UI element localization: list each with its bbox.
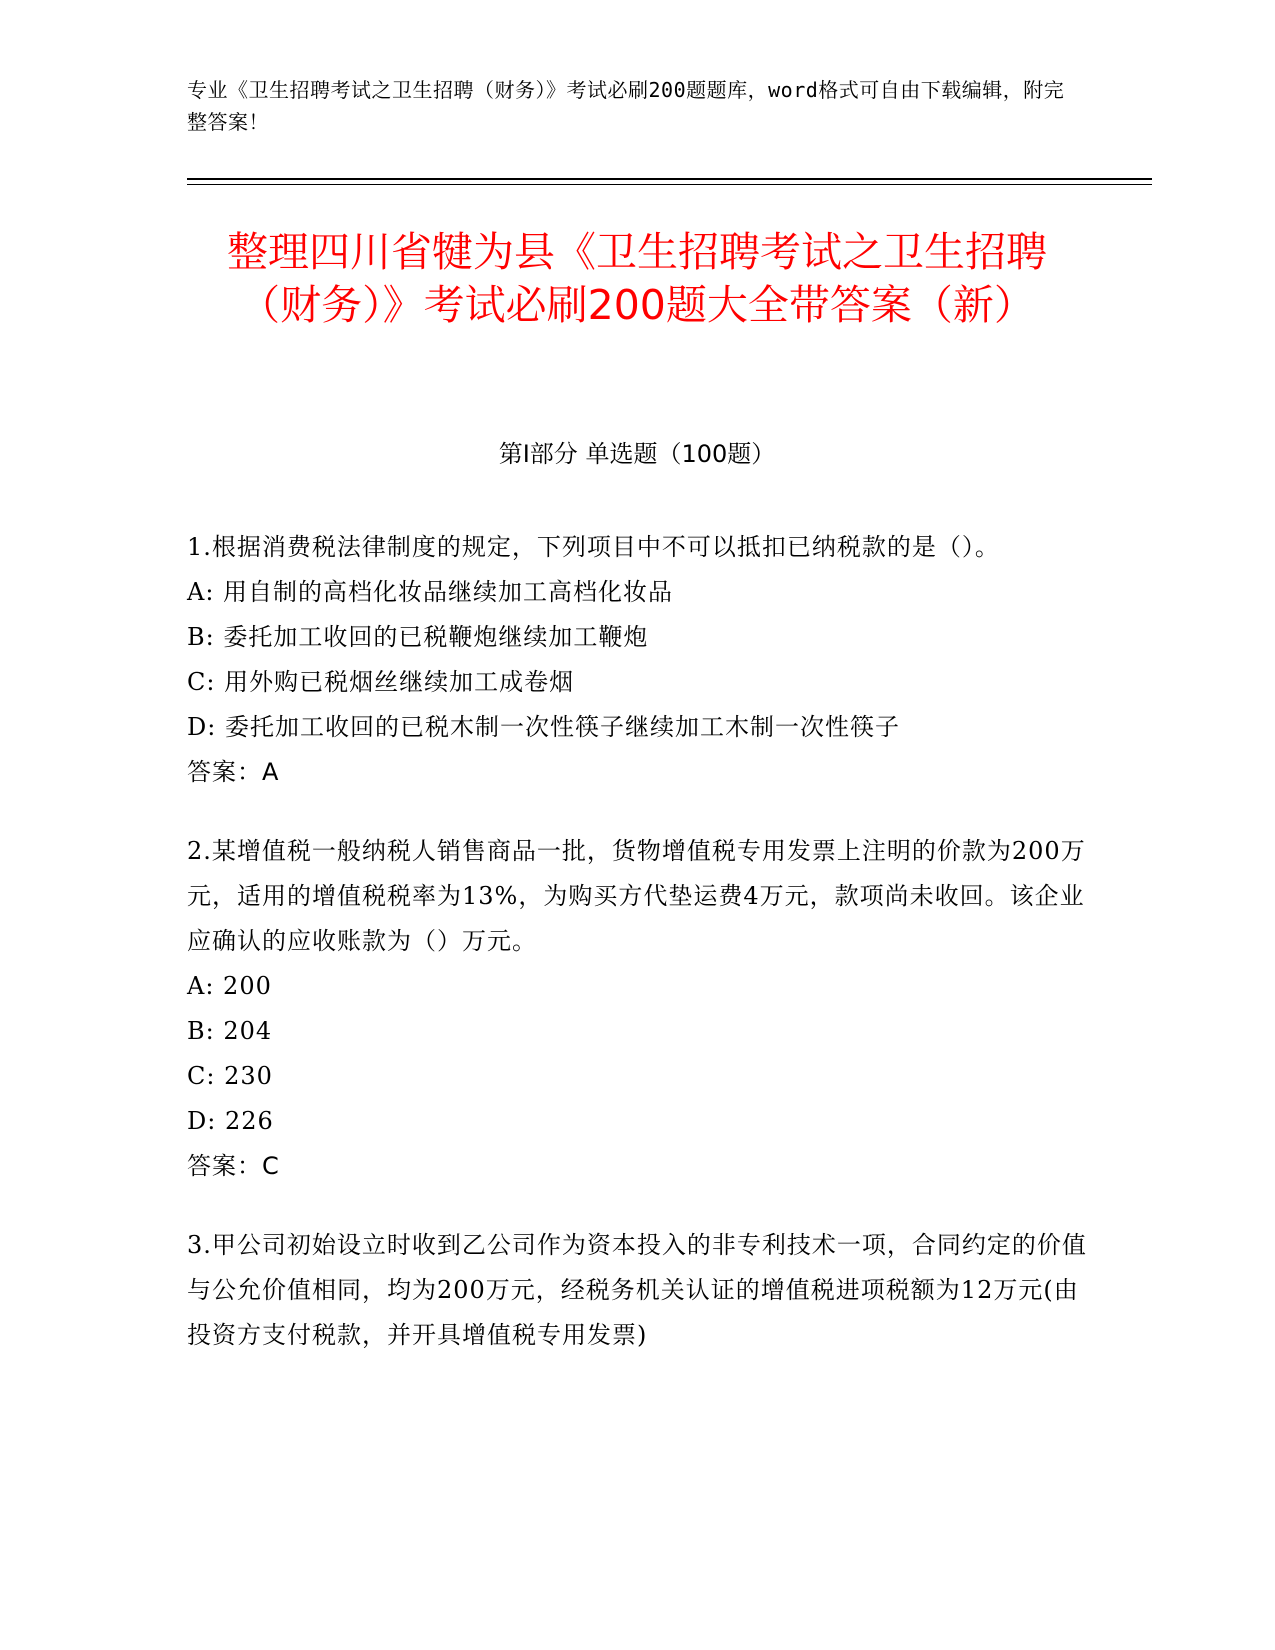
option-b: B: 204	[187, 1017, 273, 1045]
option-c: C: 用外购已税烟丝继续加工成卷烟	[187, 668, 575, 696]
question-stem: 1.根据消费税法律制度的规定，下列项目中不可以抵扣已纳税款的是（）。	[187, 533, 1000, 561]
option-b: B: 委托加工收回的已税鞭炮继续加工鞭炮	[187, 623, 649, 651]
question-stem: 3.甲公司初始设立时收到乙公司作为资本投入的非专利技术一项，合同约定的价值与公允价值相同，均为200万元，经税务机关认证的增值税进项税额为12万元(由投资方支付税款，并开具增值税专用发票)	[187, 1231, 1087, 1349]
answer-line: 答案：A	[187, 758, 280, 786]
question-1	[187, 525, 1087, 795]
option-d: D: 委托加工收回的已税木制一次性筷子继续加工木制一次性筷子	[187, 713, 900, 741]
question-2	[187, 829, 1087, 1189]
option-a: A: 用自制的高档化妆品继续加工高档化妆品	[187, 578, 674, 606]
option-c: C: 230	[187, 1062, 273, 1090]
document-title: 整理四川省犍为县《卫生招聘考试之卫生招聘（财务）》考试必刷200题大全带答案（新）	[227, 228, 1047, 329]
question-stem: 2.某增值税一般纳税人销售商品一批，货物增值税专用发票上注明的价款为200万元，适用的增值税税率为13%，为购买方代垫运费4万元，款项尚未收回。该企业应确认的应收账款为（）万元。	[187, 837, 1086, 955]
question-3	[187, 1223, 1087, 1358]
question-list	[187, 525, 1087, 1392]
header-note: 专业《卫生招聘考试之卫生招聘（财务）》考试必刷200题题库，word格式可自由下载编辑，附完整答案！	[187, 78, 1065, 134]
option-a: A: 200	[187, 972, 272, 1000]
option-d: D: 226	[187, 1107, 274, 1135]
section-heading: 第I部分 单选题（100题）	[498, 440, 776, 468]
header-divider	[187, 178, 1152, 180]
answer-line: 答案：C	[187, 1152, 280, 1180]
header-divider-thin	[187, 184, 1152, 185]
